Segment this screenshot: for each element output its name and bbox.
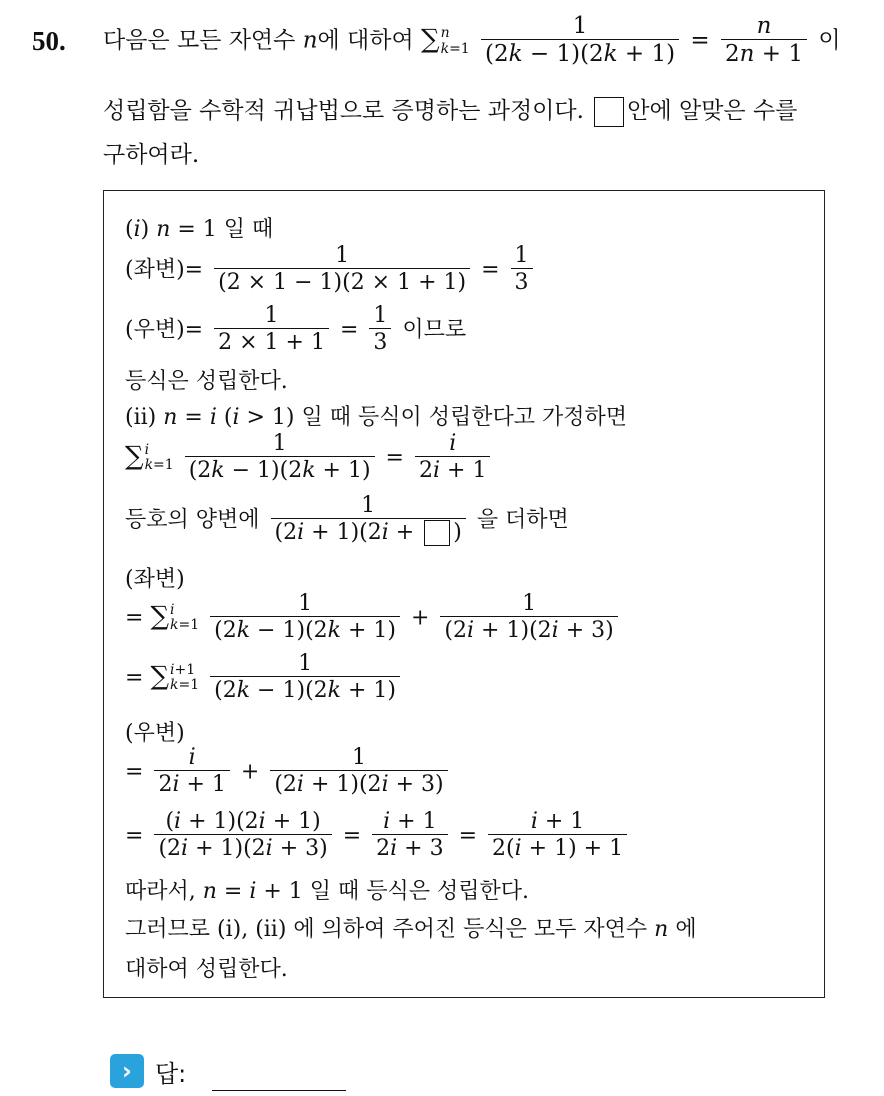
question-text-c: 이 — [818, 27, 841, 54]
proof-case1-header: (i) n = 1 일 때 — [125, 217, 274, 242]
question-text-line2-after: 안에 알맞은 수를 — [627, 98, 798, 124]
question-line-1: 다음은 모든 자연수 n에 대하여 ∑ n k=1 $\frac{1}{(2k - 1)(2k + 1)}$ = $\frac{n}{2n + 1}$ 이 — [103, 13, 841, 68]
question-text-line2: 성립함을 수학적 귀납법으로 증명하는 과정이다. — [103, 98, 584, 124]
question-line-2 — [103, 92, 797, 127]
question-number: 50. — [32, 26, 66, 56]
right-frac-den: 2 × 1 + 1 — [214, 328, 329, 357]
proof-holds-1: 등식은 성립한다. — [125, 369, 288, 394]
add-prefix: 등호의 양변에 — [125, 507, 260, 533]
answer-input-line[interactable] — [212, 1090, 346, 1091]
right-suffix: 이므로 — [402, 317, 467, 343]
right-side-label: (우변)= — [125, 317, 204, 343]
proof-right-step-1: = $\frac{i}{2i + 1}$ + $\frac{1}{(2i + 1)(2i + 3)}$ — [125, 746, 452, 799]
proof-conclusion-1: 따라서, n = i + 1 일 때 등식은 성립한다. — [125, 879, 530, 904]
proof-left-side-1: (좌변)= $\frac{1}{(2 \times 1 - 1)(2 \times 1 + 1)}$ = $\frac{1}{3}$ — [125, 244, 537, 297]
proof-right-step-2: = $\frac{(i + 1)(2i + 1)}{(2i + 1)(2i + 3)}$ = $\frac{i + 1}{2i + 3}$ = $\frac{i + 1}{2(i + 1) + 1}$ — [125, 810, 631, 863]
proof-left-heading: (좌변) — [125, 567, 185, 592]
proof-case2-header: (ii) n = i (i > 1) 일 때 등식이 성립한다고 가정하면 — [125, 405, 627, 430]
proof-right-heading: (우변) — [125, 721, 185, 746]
question-line-3: 구하여라. — [103, 142, 200, 168]
sum-result-fraction: $\frac{n}{2n + 1}$ — [721, 14, 807, 69]
question-text-a: 다음은 모든 자연수 — [103, 27, 296, 54]
sum-term-fraction: $\frac{1}{(2k - 1)(2k + 1)}$ — [481, 14, 679, 69]
question-text-b: 에 대하여 — [317, 27, 414, 54]
proof-right-side-1: (우변)= $\frac{1}{2 \times 1 + 1}$ = $\frac{1}{3}$ 이므로 — [125, 303, 467, 356]
proof-hypothesis: ∑ i k=1 $\frac{1}{(2k - 1)(2k + 1)}$ = $\frac{i}{2i + 1}$ — [125, 432, 494, 485]
left-side-label: (좌변)= — [125, 257, 204, 283]
blank-box-icon — [424, 520, 450, 546]
chevron-right-icon: › — [110, 1054, 144, 1088]
proof-add-term: 등호의 양변에 $\frac{1}{(2i + 1)(2i + )}$ 을 더하면 — [125, 493, 569, 546]
add-suffix: 을 더하면 — [476, 507, 569, 533]
blank-box-icon — [594, 97, 624, 127]
proof-left-step-2: = ∑ i+1 k=1 $\frac{1}{(2k - 1)(2k + 1)}$ — [125, 652, 404, 705]
left-frac-den: (2 × 1 − 1)(2 × 1 + 1) — [214, 268, 470, 297]
answer-label: 답: — [155, 1060, 187, 1088]
proof-conclusion-2: 그러므로 (i), (ii) 에 의하여 주어진 등식은 모두 자연수 n 에 — [125, 917, 697, 942]
proof-conclusion-3: 대하여 성립한다. — [125, 957, 288, 982]
proof-left-step-1: = ∑ i k=1 $\frac{1}{(2k - 1)(2k + 1)}$ + $\frac{1}{(2i + 1)(2i + 3)}$ — [125, 592, 622, 645]
